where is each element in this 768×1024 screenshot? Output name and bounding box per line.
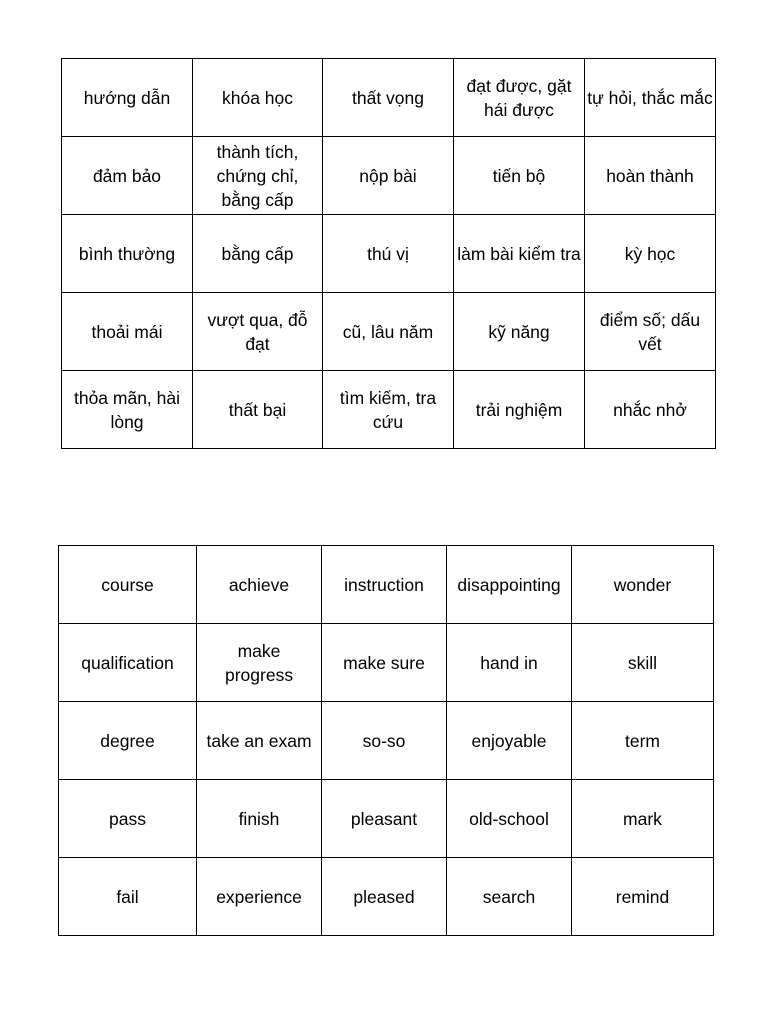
table-cell: thỏa mãn, hài lòng (62, 371, 193, 449)
table-cell: bình thường (62, 215, 193, 293)
table-cell: finish (197, 780, 322, 858)
table-cell: course (59, 546, 197, 624)
table-cell: qualification (59, 624, 197, 702)
table-cell: so-so (322, 702, 447, 780)
table-row (59, 546, 714, 624)
table-cell: term (572, 702, 714, 780)
table-cell: bằng cấp (193, 215, 323, 293)
table-row (62, 293, 716, 371)
table-cell: search (447, 858, 572, 936)
table-cell: make progress (197, 624, 322, 702)
table-cell: achieve (197, 546, 322, 624)
table-cell: thoải mái (62, 293, 193, 371)
table-cell: old-school (447, 780, 572, 858)
table-cell: đạt được, gặt hái được (454, 59, 585, 137)
table-row (62, 59, 716, 137)
table-row (62, 371, 716, 449)
table-cell: làm bài kiểm tra (454, 215, 585, 293)
table-cell: instruction (322, 546, 447, 624)
table-cell: mark (572, 780, 714, 858)
table-cell: thất vọng (323, 59, 454, 137)
table-cell: thành tích, chứng chỉ, bằng cấp (193, 137, 323, 215)
table-cell: nhắc nhở (585, 371, 716, 449)
table-cell: disappointing (447, 546, 572, 624)
table-cell: tự hỏi, thắc mắc (585, 59, 716, 137)
table-cell: take an exam (197, 702, 322, 780)
table-cell: remind (572, 858, 714, 936)
table-cell: hand in (447, 624, 572, 702)
table-cell: wonder (572, 546, 714, 624)
table-row (59, 780, 714, 858)
table-cell: tìm kiếm, tra cứu (323, 371, 454, 449)
table-cell: pleased (322, 858, 447, 936)
table-cell: trải nghiệm (454, 371, 585, 449)
table-cell: hoàn thành (585, 137, 716, 215)
table-row (59, 702, 714, 780)
english-vocabulary-table (58, 545, 714, 936)
table-cell: tiến bộ (454, 137, 585, 215)
table-cell: pass (59, 780, 197, 858)
table-cell: kỹ năng (454, 293, 585, 371)
table-row (62, 215, 716, 293)
table-cell: enjoyable (447, 702, 572, 780)
table-cell: cũ, lâu năm (323, 293, 454, 371)
vietnamese-vocabulary-table (61, 58, 716, 449)
table-row (62, 137, 716, 215)
table-cell: make sure (322, 624, 447, 702)
table-cell: thú vị (323, 215, 454, 293)
table-cell: fail (59, 858, 197, 936)
table-cell: degree (59, 702, 197, 780)
table-cell: kỳ học (585, 215, 716, 293)
table-cell: khóa học (193, 59, 323, 137)
table-cell: đảm bảo (62, 137, 193, 215)
table-cell: thất bại (193, 371, 323, 449)
table-cell: vượt qua, đỗ đạt (193, 293, 323, 371)
table-cell: hướng dẫn (62, 59, 193, 137)
table-cell: skill (572, 624, 714, 702)
table-cell: experience (197, 858, 322, 936)
table-cell: điểm số; dấu vết (585, 293, 716, 371)
table-cell: pleasant (322, 780, 447, 858)
table-row (59, 624, 714, 702)
table-cell: nộp bài (323, 137, 454, 215)
table-row (59, 858, 714, 936)
